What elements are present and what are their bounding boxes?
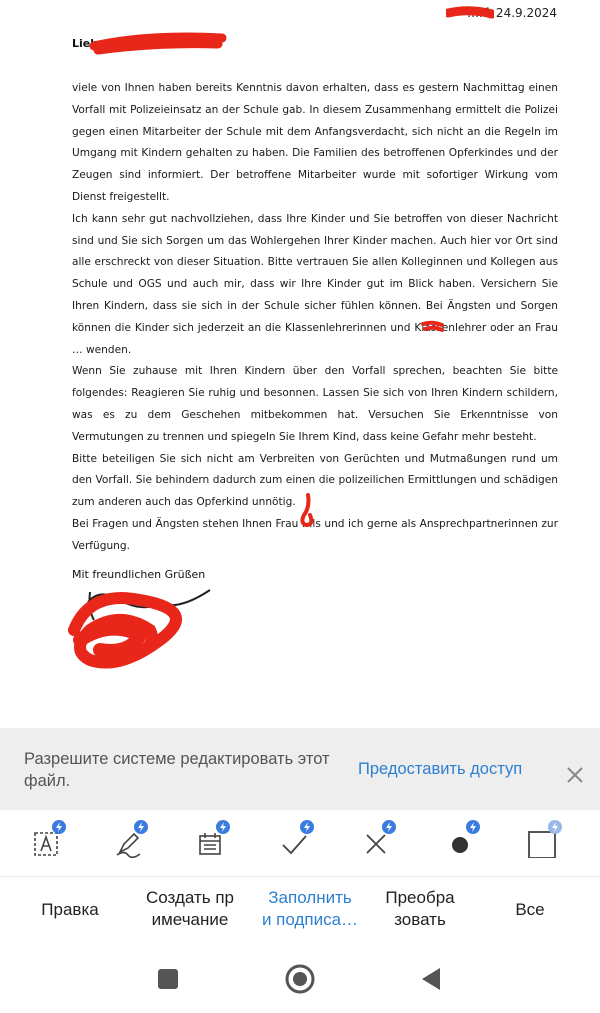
fill-sign-toolbar [0, 810, 600, 877]
text-box-icon [32, 830, 60, 858]
paragraph-3: Wenn Sie zuhause mit Ihren Kindern über den Vorfall sprechen, beachten Sie bitte folgendes: Reagieren Sie ruhig und besonnen. Lassen Sie sich von Ihren Kindern schildern, was es zu dem Geschehen mitbekommen hat. Versuchen Sie Erkenntnisse von Vermutungen zu trennen und spiegeln Sie Ihrem Kind, dass keine Gefahr mehr besteht. [72, 365, 558, 443]
premium-badge-icon [52, 820, 66, 834]
redaction-salutation [88, 28, 228, 58]
redaction-date [446, 6, 494, 20]
signature-redacted [60, 580, 230, 680]
letter-closing: Mit freundlichen Grüßen [72, 568, 206, 581]
close-icon[interactable] [566, 766, 592, 792]
checkmark-icon [280, 830, 308, 858]
paragraph-2: Ich kann sehr gut nachvollziehen, dass Ihre Kinder und Sie betroffen von dieser Nachricht sind und Sie sich Sorgen um das Wohlergehen Ihrer Kinder machen. Auch hier vor Ort sind alle erschreckt von dieser Situation. Bitte vertrauen Sie allen Kolleginnen und Kollegen aus Schule und OGS und auch mir, dass wir Ihre Kinder gut im Blick haben. Versichern Sie Ihren Kindern, dass sie sich in der Schule sicher fühlen können. Bei Ängsten und Sorgen können die Kinder sich jederzeit an die Klassenlehrerinnen und Klassenlehrer oder an Frau … wenden. [72, 212, 558, 356]
letter-body [72, 78, 558, 558]
premium-badge-icon [134, 820, 148, 834]
signature-tool[interactable] [108, 824, 148, 864]
home-button[interactable] [284, 963, 316, 995]
premium-badge-icon [466, 820, 480, 834]
tab-fill-sign[interactable]: Заполнить и подписа… [261, 888, 359, 929]
dot-icon [446, 830, 474, 858]
tab-convert[interactable]: Преобра зовать [385, 888, 455, 929]
redaction-name-2 [296, 493, 318, 529]
paragraph-1: viele von Ihnen haben bereits Kenntnis davon erhalten, dass es gestern Nachmittag einen Vorfall mit Polizeieinsatz an der Schule gab. In diesem Zusammenhang ermittelt die Polizei gegen einen Mitarbeiter der Schule mit dem Anfangsverdacht, sich nicht an die Regeln im Umgang mit Kindern gehalten zu haben. Die Familien des betroffenen Opferkindes und der Zeugen sind informiert. Der betroffene Mitarbeiter wurde mit sofortiger Wirkung vom Dienst freigestellt. [72, 82, 558, 203]
premium-badge-icon [300, 820, 314, 834]
tab-all[interactable]: Все [515, 900, 545, 919]
premium-badge-icon [548, 820, 562, 834]
grant-access-button[interactable]: Предоставить доступ [358, 760, 523, 778]
tab-create-note[interactable]: Создать пр имечание [146, 888, 234, 929]
bottom-tab-bar [0, 877, 600, 947]
dot-tool[interactable] [440, 824, 480, 864]
paragraph-5: Bei Fragen und Ängsten stehen Ihnen Frau …ls und ich gerne als Ansprechpartnerinnen zur Verfügung. [72, 517, 558, 552]
paragraph-4: Bitte beteiligen Sie sich nicht am Verbreiten von Gerüchten und Mutmaßungen rund um den Vorfall. Sie behindern dadurch zum einen die polizeilichen Ermittlungen und schädigen zum anderen auch das Opferkind unnötig. [72, 452, 558, 509]
tab-edit[interactable]: Правка [41, 900, 99, 919]
date-tool[interactable] [190, 824, 230, 864]
checkmark-tool[interactable] [274, 824, 314, 864]
home-circle-icon [284, 963, 316, 995]
signature-pen-icon [114, 830, 142, 858]
cross-icon [362, 830, 390, 858]
letter-salutation: Lieb… …ltee, [72, 37, 153, 50]
square-tool[interactable] [522, 824, 562, 864]
premium-badge-icon [216, 820, 230, 834]
letter-date: …rf, 24.9.2024 [467, 6, 557, 20]
cross-tool[interactable] [356, 824, 396, 864]
redaction-name-1 [420, 318, 446, 334]
premium-badge-icon [382, 820, 396, 834]
banner-message: Разрешите системе редактировать этот файл. [24, 750, 330, 790]
edit-permission-banner [0, 728, 600, 810]
recent-apps-button[interactable] [152, 963, 184, 995]
square-icon [528, 830, 556, 858]
back-button[interactable] [416, 963, 448, 995]
system-navigation-bar [0, 947, 600, 1013]
calendar-icon [196, 830, 224, 858]
text-box-tool[interactable] [26, 824, 66, 864]
square-nav-icon [152, 963, 184, 995]
back-triangle-icon [416, 963, 448, 995]
